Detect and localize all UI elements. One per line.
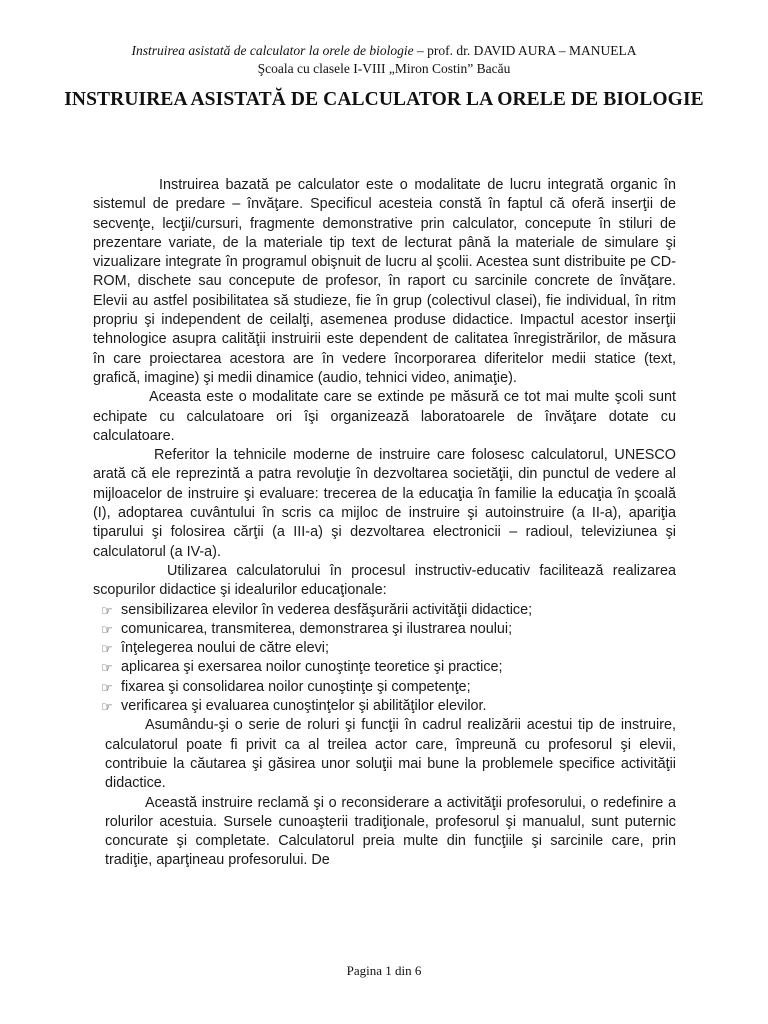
document-body xyxy=(93,176,676,871)
list-item: ☞ înţelegerea noului de către elevi; xyxy=(101,639,676,658)
list-item: ☞ sensibilizarea elevilor în vederea desfăşurării activităţii didactice; xyxy=(101,601,676,620)
header-author: – prof. dr. DAVID AURA – MANUELA xyxy=(413,43,637,58)
paragraph-2: Aceasta este o modalitate care se extinde pe măsură ce tot mai multe şcoli sunt echipate cu calculatoare ori îşi organizează laboratoarele de învăţare dotate cu calculatoare. xyxy=(93,389,676,444)
hand-pointing-icon: ☞ xyxy=(101,641,113,657)
running-header-line1 xyxy=(0,42,768,59)
paragraph-4: Utilizarea calculatorului în procesul instructiv-educativ facilitează realizarea scopurilor didactice şi idealurilor educaţionale: xyxy=(93,562,676,599)
paragraph-1: Instruirea bazată pe calculator este o modalitate de lucru integrată organic în sistemul de predare – învăţare. Specificul acesteia constă în faptul că oferă inserţii de secvenţe, lecţii/cursuri, fragmente demonstrative prin calculator, concepute în stiluri de prezentare variate, de la materiale tip text de lecturat până la materiale de simulare şi vizualizare integrate în programul obişnuit de lucru al şcolii. Acestea sunt distribuite pe CD-ROM, dischete sau concepute de profesor, în raport cu sarcinile concrete de învăţare. Elevii au astfel posibilitatea să studieze, fie în grup (colectivul clasei), fie individual, în ritm propriu şi independent de ceilalţi, asemenea produse didactice. Impactul acestor inserţii tehnologice asupra calităţii instruirii este dependent de calitatea înregistrărilor, de măsura în care proiectarea acestora are în vedere încorporarea diferitelor medii statice (text, grafică, imagine) şi medii dinamice (audio, tehnici video, animaţie). xyxy=(93,177,676,386)
list-item: ☞ aplicarea şi exersarea noilor cunoştinţe teoretice şi practice; xyxy=(101,658,676,677)
hand-pointing-icon: ☞ xyxy=(101,602,113,618)
paragraph-3: Referitor la tehnicile moderne de instruire care folosesc calculatorul, UNESCO arată că ele reprezintă a patra revoluţie în dezvoltarea societăţii, din punctul de vedere al mijloacelor de instruire şi evaluare: trecerea de la educaţia în familie la educaţia în şcoală (I), adoptarea cuvântului în scris ca mijloc de instruire şi autoinstruire (a II-a), apariţia tiparului şi folosirea cărţii (a III-a) şi dezvoltarea electronicii – radioul, televiziunea şi calculatorul (a IV-a). xyxy=(93,447,676,560)
objectives-list xyxy=(93,601,676,717)
hand-pointing-icon: ☞ xyxy=(101,699,113,715)
list-item: ☞ fixarea şi consolidarea noilor cunoştinţe şi competenţe; xyxy=(101,678,676,697)
header-document-title: Instruirea asistată de calculator la orele de biologie xyxy=(131,43,414,58)
hand-pointing-icon: ☞ xyxy=(101,679,113,695)
paragraph-5: Asumându-şi o serie de roluri şi funcţii în cadrul realizării acestui tip de instruire, calculatorul poate fi privit ca al treilea actor care, împreună cu profesorul şi elevii, contribuie la căutarea şi găsirea unor soluţii mai bune la problemele specifice activităţii didactice. xyxy=(105,717,676,792)
list-item: ☞ comunicarea, transmiterea, demonstrarea şi ilustrarea noului; xyxy=(101,620,676,639)
hand-pointing-icon: ☞ xyxy=(101,660,113,676)
page-number-footer: Pagina 1 din 6 xyxy=(346,963,422,978)
list-item: ☞ verificarea şi evaluarea cunoştinţelor şi abilităţilor elevilor. xyxy=(101,697,676,716)
page-title: INSTRUIREA ASISTATĂ DE CALCULATOR LA ORELE DE BIOLOGIE xyxy=(64,89,704,110)
running-header-school: Şcoala cu clasele I-VIII „Miron Costin” Bacău xyxy=(257,61,511,76)
paragraph-6: Această instruire reclamă şi o reconsiderare a activităţii profesorului, o redefinire a rolurilor acestuia. Sursele cunoaşterii tradiţionale, profesorul şi manualul, sunt puternic concurate şi completate. Calculatorul preia multe din funcţiile şi sarcinile care, prin tradiţie, aparţineau profesorului. De xyxy=(105,794,676,869)
hand-pointing-icon: ☞ xyxy=(101,621,113,637)
